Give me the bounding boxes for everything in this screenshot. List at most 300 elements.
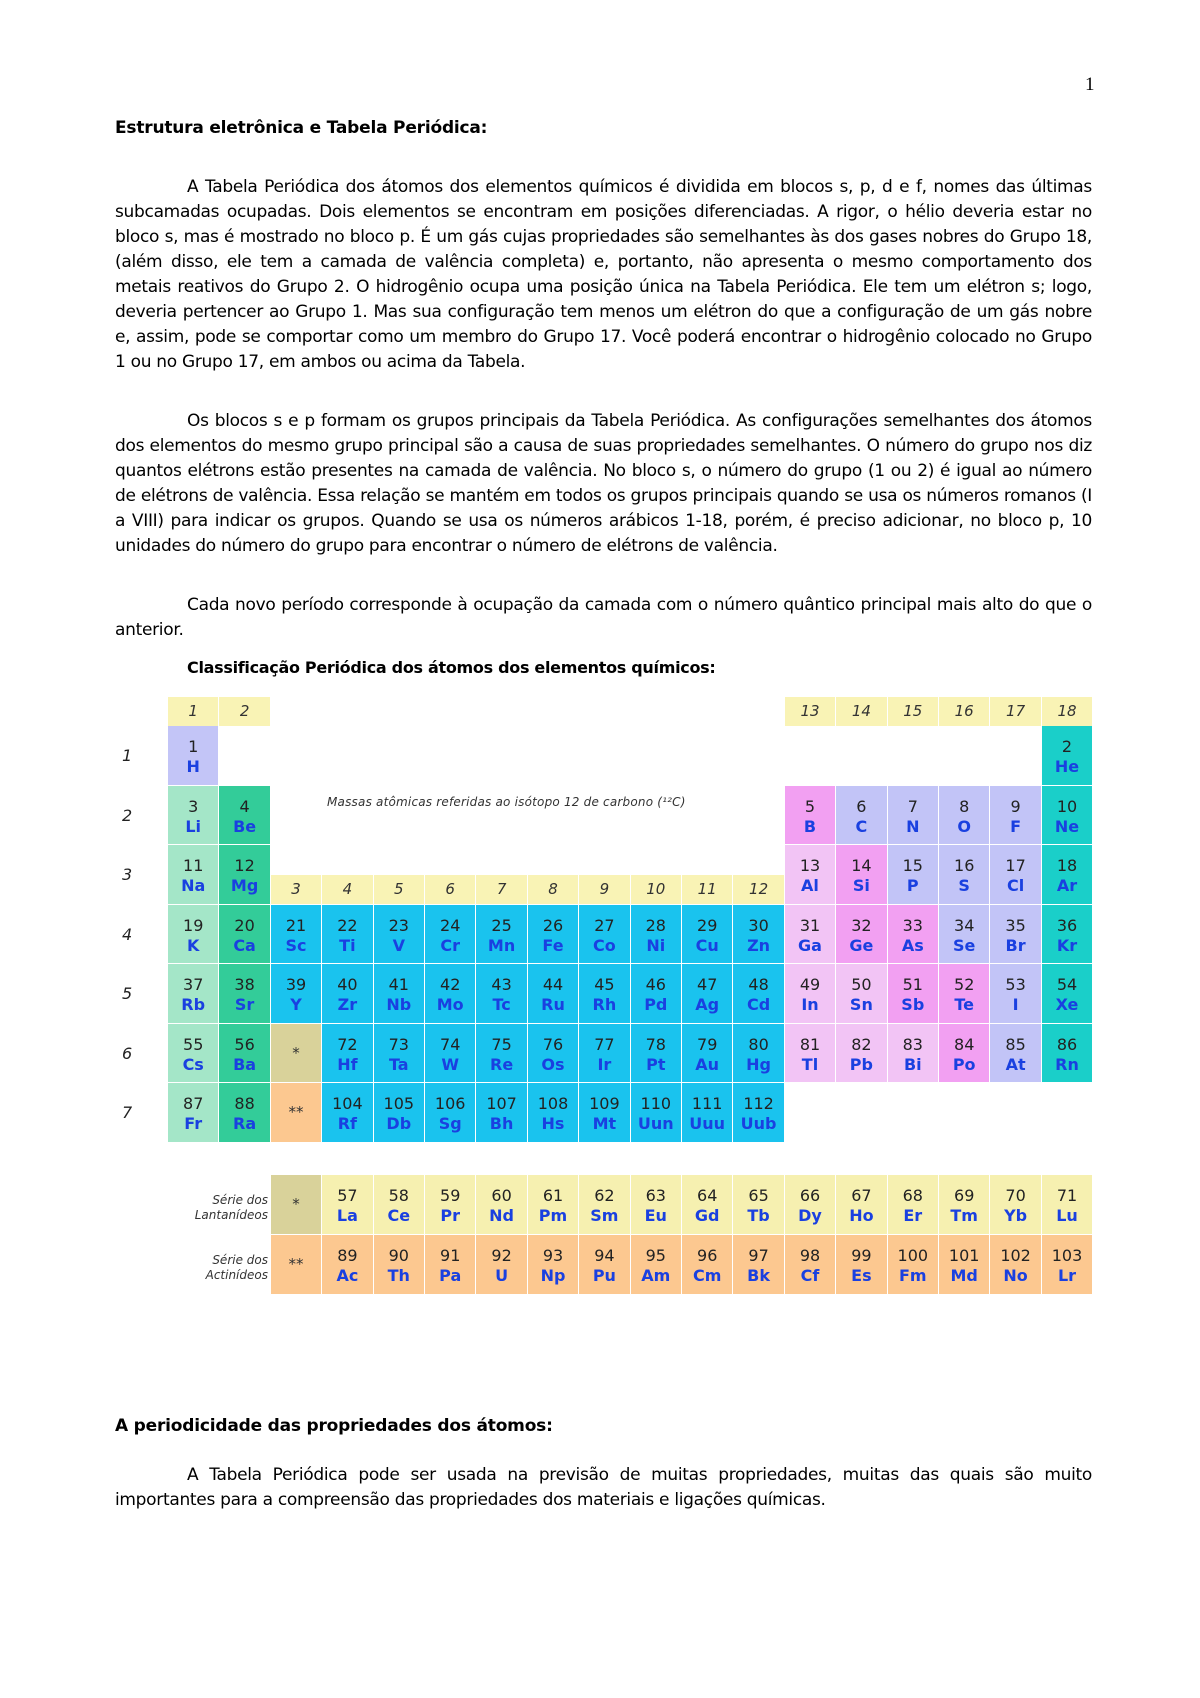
- element-cell: [888, 786, 939, 846]
- element-cell: [1042, 1024, 1093, 1084]
- period-label: 5: [122, 984, 133, 1003]
- element-symbol: Yb: [1004, 1206, 1028, 1225]
- element-cell: [733, 1175, 784, 1235]
- atomic-number: 70: [1005, 1186, 1026, 1205]
- atomic-number: 8: [959, 796, 970, 816]
- element-cell: [682, 905, 733, 965]
- atomic-number: 86: [1056, 1034, 1078, 1054]
- element-symbol: Nb: [386, 995, 412, 1014]
- atomic-number: 99: [851, 1246, 872, 1265]
- element-cell: [990, 1175, 1041, 1235]
- atomic-number: 62: [594, 1186, 615, 1205]
- element-symbol: Li: [185, 816, 202, 836]
- atomic-number: 104: [332, 1094, 363, 1113]
- group-label: 7: [476, 875, 527, 904]
- element-cell: [682, 1024, 733, 1084]
- element-cell: [939, 905, 990, 965]
- atomic-number: 68: [902, 1186, 923, 1205]
- element-symbol: Br: [1005, 935, 1026, 955]
- element-symbol: Ce: [387, 1206, 411, 1225]
- element-cell: [579, 1175, 630, 1235]
- element-cell: [836, 964, 887, 1024]
- element-cell: [322, 964, 373, 1024]
- element-symbol: Xe: [1055, 995, 1079, 1014]
- element-cell: [785, 905, 836, 965]
- element-symbol: Bh: [489, 1114, 514, 1133]
- element-cell: [939, 1175, 990, 1235]
- element-cell: [990, 845, 1041, 905]
- atomic-number: 88: [234, 1094, 255, 1113]
- element-symbol: Pm: [538, 1206, 568, 1225]
- element-symbol: Ho: [849, 1206, 874, 1225]
- atomic-number: 82: [851, 1034, 872, 1054]
- element-symbol: Ti: [339, 935, 356, 955]
- element-symbol: Os: [541, 1054, 565, 1074]
- element-symbol: Ne: [1054, 816, 1080, 836]
- paragraph-4-text: A Tabela Periódica pode ser usada na previsão de muitas propriedades, muitas das quais são muito importantes para a compreensão das propriedades dos materiais e ligações químicas.: [115, 1465, 1092, 1510]
- atomic-number: 49: [799, 975, 821, 994]
- element-cell: [528, 964, 579, 1024]
- atomic-number: 26: [542, 915, 564, 935]
- element-symbol: B: [803, 816, 817, 836]
- element-cell: [785, 786, 836, 846]
- element-symbol: Rn: [1055, 1054, 1079, 1074]
- element-cell: [939, 1235, 990, 1295]
- atomic-number: 20: [234, 915, 255, 935]
- atomic-number: 33: [902, 915, 923, 935]
- atomic-number: 63: [645, 1186, 666, 1205]
- atomic-number: 108: [537, 1094, 569, 1113]
- atomic-number: 107: [486, 1094, 517, 1113]
- lanthanide-series-label: Série dos Lantanídeos: [194, 1193, 268, 1222]
- element-cell: [733, 1235, 784, 1295]
- element-cell: [219, 1083, 270, 1143]
- atomic-number: 101: [948, 1246, 980, 1265]
- element-cell: [836, 905, 887, 965]
- element-cell: [631, 1083, 682, 1143]
- element-cell: [836, 1024, 887, 1084]
- group-label: 9: [579, 875, 630, 904]
- element-symbol: Ra: [233, 1114, 257, 1133]
- atomic-number: 76: [542, 1034, 564, 1054]
- atomic-number: 9: [1010, 796, 1021, 816]
- section-2-title: A periodicidade das propriedades dos átomos:: [115, 1416, 553, 1436]
- atomic-number: 78: [645, 1034, 666, 1054]
- element-cell: [219, 964, 270, 1024]
- element-cell: [476, 964, 527, 1024]
- group-label: 3: [271, 875, 322, 904]
- atomic-number: 50: [851, 975, 872, 994]
- element-cell: [888, 1175, 939, 1235]
- lanthanide-marker: *: [271, 1175, 322, 1235]
- atomic-number: 105: [383, 1094, 415, 1113]
- element-symbol: Ru: [541, 995, 565, 1014]
- element-symbol: Ge: [849, 935, 874, 955]
- element-symbol: Np: [540, 1266, 566, 1285]
- element-cell: [168, 964, 219, 1024]
- element-cell: [374, 1235, 425, 1295]
- element-cell: [785, 1024, 836, 1084]
- element-cell: [219, 905, 270, 965]
- atomic-number: 22: [337, 915, 358, 935]
- element-cell: [990, 1235, 1041, 1295]
- atomic-number: 81: [799, 1034, 821, 1054]
- element-cell: [322, 1024, 373, 1084]
- element-cell: [682, 1235, 733, 1295]
- group-label: 10: [631, 875, 682, 904]
- atomic-number: 112: [743, 1094, 774, 1113]
- element-cell: [836, 1235, 887, 1295]
- element-symbol: P: [906, 876, 919, 895]
- group-label: 12: [733, 875, 784, 904]
- element-cell: [476, 1083, 527, 1143]
- element-symbol: Uub: [740, 1114, 777, 1133]
- atomic-number: 6: [856, 796, 867, 816]
- table-note: Massas atômicas referidas ao isótopo 12 de carbono (¹²C): [327, 795, 686, 809]
- element-symbol: Am: [641, 1266, 671, 1285]
- element-cell: [1042, 1235, 1093, 1295]
- atomic-number: 48: [748, 975, 769, 994]
- atomic-number: 40: [337, 975, 358, 994]
- element-symbol: Fr: [184, 1114, 203, 1133]
- group-label: 1: [168, 697, 219, 726]
- atomic-number: 64: [697, 1186, 718, 1205]
- element-symbol: F: [1010, 816, 1022, 836]
- group-label: 16: [939, 697, 990, 726]
- atomic-number: 4: [239, 796, 250, 816]
- element-symbol: Sb: [901, 995, 925, 1014]
- element-cell: [322, 1235, 373, 1295]
- element-symbol: W: [441, 1054, 460, 1074]
- element-cell: [476, 1024, 527, 1084]
- atomic-number: 58: [388, 1186, 409, 1205]
- element-cell: [168, 1083, 219, 1143]
- element-symbol: Al: [801, 876, 819, 895]
- element-symbol: Sn: [849, 995, 873, 1014]
- element-symbol: He: [1054, 757, 1080, 776]
- atomic-number: 98: [799, 1246, 821, 1265]
- element-symbol: Dy: [798, 1206, 822, 1225]
- section-title: Estrutura eletrônica e Tabela Periódica:: [115, 118, 488, 138]
- atomic-number: 96: [697, 1246, 718, 1265]
- element-symbol: Sm: [590, 1206, 619, 1225]
- atomic-number: 111: [691, 1094, 723, 1113]
- paragraph-1: [115, 175, 1092, 375]
- element-symbol: Ar: [1056, 876, 1078, 895]
- atomic-number: 45: [594, 975, 615, 994]
- element-cell: [836, 786, 887, 846]
- element-cell: [374, 1024, 425, 1084]
- element-symbol: Cd: [746, 995, 771, 1014]
- element-cell: [528, 1235, 579, 1295]
- atomic-number: 15: [902, 856, 923, 875]
- element-symbol: Ni: [646, 935, 666, 955]
- actinide-marker: **: [271, 1235, 322, 1295]
- element-cell: [888, 1024, 939, 1084]
- element-cell: [219, 1024, 270, 1084]
- atomic-number: 95: [645, 1246, 666, 1265]
- element-cell: [836, 845, 887, 905]
- atomic-number: 28: [645, 915, 666, 935]
- period-label: 3: [122, 865, 133, 884]
- atomic-number: 30: [748, 915, 769, 935]
- element-cell: [888, 905, 939, 965]
- group-label: 8: [528, 875, 579, 904]
- element-symbol: Ac: [336, 1266, 359, 1285]
- atomic-number: 27: [594, 915, 615, 935]
- element-cell: [374, 1175, 425, 1235]
- atomic-number: 71: [1056, 1186, 1078, 1205]
- atomic-number: 91: [440, 1246, 461, 1265]
- page-number: 1: [1085, 74, 1095, 95]
- element-cell: [528, 905, 579, 965]
- element-cell: [939, 1024, 990, 1084]
- atomic-number: 83: [902, 1034, 923, 1054]
- element-cell: [733, 905, 784, 965]
- paragraph-3-text: Cada novo período corresponde à ocupação da camada com o número quântico principal mais alto do que o anterior.: [115, 595, 1092, 640]
- element-cell: [733, 964, 784, 1024]
- element-symbol: Pt: [646, 1054, 666, 1074]
- element-cell: [425, 1083, 476, 1143]
- atomic-number: 87: [183, 1094, 204, 1113]
- paragraph-4: [115, 1463, 1092, 1513]
- element-cell: [631, 1175, 682, 1235]
- atomic-number: 51: [902, 975, 923, 994]
- element-symbol: Mn: [487, 935, 516, 955]
- element-symbol: Tm: [950, 1206, 978, 1225]
- atomic-number: 66: [799, 1186, 821, 1205]
- element-cell: [219, 845, 270, 905]
- atomic-number: 102: [1000, 1246, 1031, 1265]
- element-cell: [476, 1235, 527, 1295]
- atomic-number: 25: [491, 915, 512, 935]
- table-title: Classificação Periódica dos átomos dos elementos químicos:: [187, 658, 716, 677]
- element-symbol: Au: [695, 1054, 720, 1074]
- group-label: 5: [374, 875, 425, 904]
- atomic-number: 53: [1005, 975, 1026, 994]
- group-label: 11: [682, 875, 733, 904]
- atomic-number: 93: [542, 1246, 564, 1265]
- element-symbol: C: [855, 816, 868, 836]
- element-symbol: Ir: [597, 1054, 612, 1074]
- element-symbol: Th: [387, 1266, 410, 1285]
- element-cell: [682, 1175, 733, 1235]
- element-cell: [888, 964, 939, 1024]
- element-cell: [785, 1235, 836, 1295]
- element-cell: [888, 1235, 939, 1295]
- atomic-number: 29: [697, 915, 718, 935]
- group-label: 15: [888, 697, 939, 726]
- element-symbol: Nd: [489, 1206, 514, 1225]
- group-label: 6: [425, 875, 476, 904]
- element-symbol: N: [906, 816, 920, 836]
- element-symbol: H: [186, 757, 200, 776]
- atomic-number: 56: [234, 1034, 255, 1054]
- atomic-number: 80: [748, 1034, 769, 1054]
- group-label: 18: [1042, 697, 1093, 726]
- element-cell: [579, 964, 630, 1024]
- element-symbol: S: [958, 876, 970, 895]
- atomic-number: 42: [440, 975, 461, 994]
- atomic-number: 12: [234, 856, 255, 875]
- element-symbol: I: [1012, 995, 1019, 1014]
- atomic-number: 34: [954, 915, 975, 935]
- element-cell: [528, 1175, 579, 1235]
- atomic-number: 77: [594, 1034, 615, 1054]
- element-symbol: Ca: [233, 935, 256, 955]
- element-symbol: Lr: [1057, 1266, 1077, 1285]
- element-symbol: O: [957, 816, 971, 836]
- element-symbol: Pr: [440, 1206, 460, 1225]
- period-label: 7: [122, 1103, 133, 1122]
- element-cell: [733, 1083, 784, 1143]
- atomic-number: 109: [589, 1094, 620, 1113]
- group-label: 17: [990, 697, 1041, 726]
- element-symbol: Pd: [644, 995, 668, 1014]
- element-symbol: Db: [386, 1114, 412, 1133]
- element-symbol: Cf: [800, 1266, 820, 1285]
- paragraph-3: [115, 593, 1092, 643]
- atomic-number: 79: [697, 1034, 718, 1054]
- atomic-number: 37: [183, 975, 204, 994]
- element-symbol: Hf: [337, 1054, 358, 1074]
- atomic-number: 19: [183, 915, 204, 935]
- element-symbol: La: [336, 1206, 358, 1225]
- atomic-number: 67: [851, 1186, 872, 1205]
- element-symbol: At: [1005, 1054, 1026, 1074]
- atomic-number: 54: [1056, 975, 1078, 994]
- atomic-number: 5: [804, 796, 816, 816]
- element-symbol: Fe: [542, 935, 564, 955]
- element-cell: [1042, 964, 1093, 1024]
- element-symbol: Gd: [694, 1206, 720, 1225]
- element-symbol: Ag: [695, 995, 720, 1014]
- atomic-number: 72: [337, 1034, 358, 1054]
- atomic-number: 35: [1005, 915, 1026, 935]
- element-cell: [374, 905, 425, 965]
- element-symbol: Re: [490, 1054, 514, 1074]
- period-label: 2: [122, 805, 133, 825]
- atomic-number: 65: [748, 1186, 769, 1205]
- element-cell: [476, 1175, 527, 1235]
- element-cell: [939, 845, 990, 905]
- element-symbol: Mt: [592, 1114, 617, 1133]
- atomic-number: 21: [285, 915, 307, 935]
- element-symbol: V: [392, 935, 405, 955]
- atomic-number: 46: [645, 975, 666, 994]
- atomic-number: 52: [954, 975, 975, 994]
- atomic-number: 13: [799, 856, 821, 875]
- element-symbol: Ba: [233, 1054, 257, 1074]
- element-symbol: Mo: [436, 995, 464, 1014]
- atomic-number: 2: [1061, 737, 1073, 756]
- element-cell: [990, 1024, 1041, 1084]
- element-cell: [1042, 1175, 1093, 1235]
- element-symbol: Md: [950, 1266, 978, 1285]
- atomic-number: 17: [1005, 856, 1026, 875]
- element-symbol: Eu: [644, 1206, 667, 1225]
- element-cell: [836, 1175, 887, 1235]
- element-cell: [476, 905, 527, 965]
- element-symbol: Er: [903, 1206, 923, 1225]
- atomic-number: 84: [954, 1034, 975, 1054]
- atomic-number: 59: [440, 1186, 461, 1205]
- element-symbol: Zr: [337, 995, 358, 1014]
- atomic-number: 43: [491, 975, 512, 994]
- element-cell: [1042, 845, 1093, 905]
- element-symbol: Zn: [747, 935, 771, 955]
- atomic-number: 31: [799, 915, 821, 935]
- element-symbol: Po: [952, 1054, 976, 1074]
- element-cell: [168, 786, 219, 846]
- element-symbol: Sr: [234, 995, 255, 1014]
- element-cell: [733, 1024, 784, 1084]
- element-symbol: Tb: [747, 1206, 770, 1225]
- atomic-number: 7: [907, 796, 918, 816]
- element-symbol: Hs: [541, 1114, 565, 1133]
- atomic-number: 89: [337, 1246, 358, 1265]
- element-cell: [682, 964, 733, 1024]
- atomic-number: 18: [1056, 856, 1078, 875]
- element-cell: [579, 905, 630, 965]
- atomic-number: 106: [434, 1094, 466, 1113]
- group-label: 13: [785, 697, 836, 726]
- element-cell: [785, 964, 836, 1024]
- element-cell: [322, 1175, 373, 1235]
- element-symbol: Uuu: [689, 1114, 726, 1133]
- element-symbol: Tc: [492, 995, 511, 1014]
- element-symbol: Pu: [592, 1266, 616, 1285]
- element-cell: [322, 1083, 373, 1143]
- element-symbol: Se: [953, 935, 976, 955]
- element-cell: [631, 1024, 682, 1084]
- atomic-number: 16: [954, 856, 975, 875]
- atomic-number: 47: [697, 975, 718, 994]
- actinide-series-label: Série dos Actinídeos: [205, 1253, 268, 1282]
- paragraph-2-text: Os blocos s e p formam os grupos principais da Tabela Periódica. As configurações semelhantes dos átomos dos elementos do mesmo grupo principal são a causa de suas propriedades semelhantes. O número do grupo nos diz quantos elétrons estão presentes na camada de valência. No bloco s, o número do grupo (1 ou 2) é igual ao número de elétrons de valência. Essa relação se mantém em todos os grupos principais quando se usa os números romanos (I a VIII) para indicar os grupos. Quando se usa os números arábicos 1-18, porém, é preciso adicionar, no bloco p, 10 unidades do número do grupo para encontrar o número de elétrons de valência.: [115, 411, 1092, 556]
- period-label: 1: [122, 746, 133, 765]
- element-symbol: Cr: [440, 935, 461, 955]
- atomic-number: 36: [1056, 915, 1078, 935]
- atomic-number: 75: [491, 1034, 512, 1054]
- element-cell: [1042, 726, 1093, 786]
- atomic-number: 10: [1056, 796, 1078, 816]
- element-symbol: In: [801, 995, 819, 1014]
- element-symbol: Fm: [898, 1266, 927, 1285]
- element-cell: [1042, 786, 1093, 846]
- element-symbol: Cs: [182, 1054, 204, 1074]
- lanthanide-placeholder: *: [271, 1024, 322, 1084]
- element-cell: [939, 786, 990, 846]
- element-cell: [374, 1083, 425, 1143]
- atomic-number: 41: [388, 975, 409, 994]
- element-symbol: Ga: [798, 935, 822, 955]
- element-cell: [271, 905, 322, 965]
- element-cell: [990, 964, 1041, 1024]
- element-cell: [888, 845, 939, 905]
- element-cell: [631, 964, 682, 1024]
- element-cell: [528, 1024, 579, 1084]
- group-label: 2: [219, 697, 270, 726]
- element-cell: [990, 786, 1041, 846]
- atomic-number: 60: [491, 1186, 512, 1205]
- atomic-number: 38: [234, 975, 255, 994]
- atomic-number: 69: [954, 1186, 975, 1205]
- atomic-number: 94: [594, 1246, 615, 1265]
- atomic-number: 24: [440, 915, 461, 935]
- element-symbol: Na: [181, 876, 206, 895]
- group-label: 4: [322, 875, 373, 904]
